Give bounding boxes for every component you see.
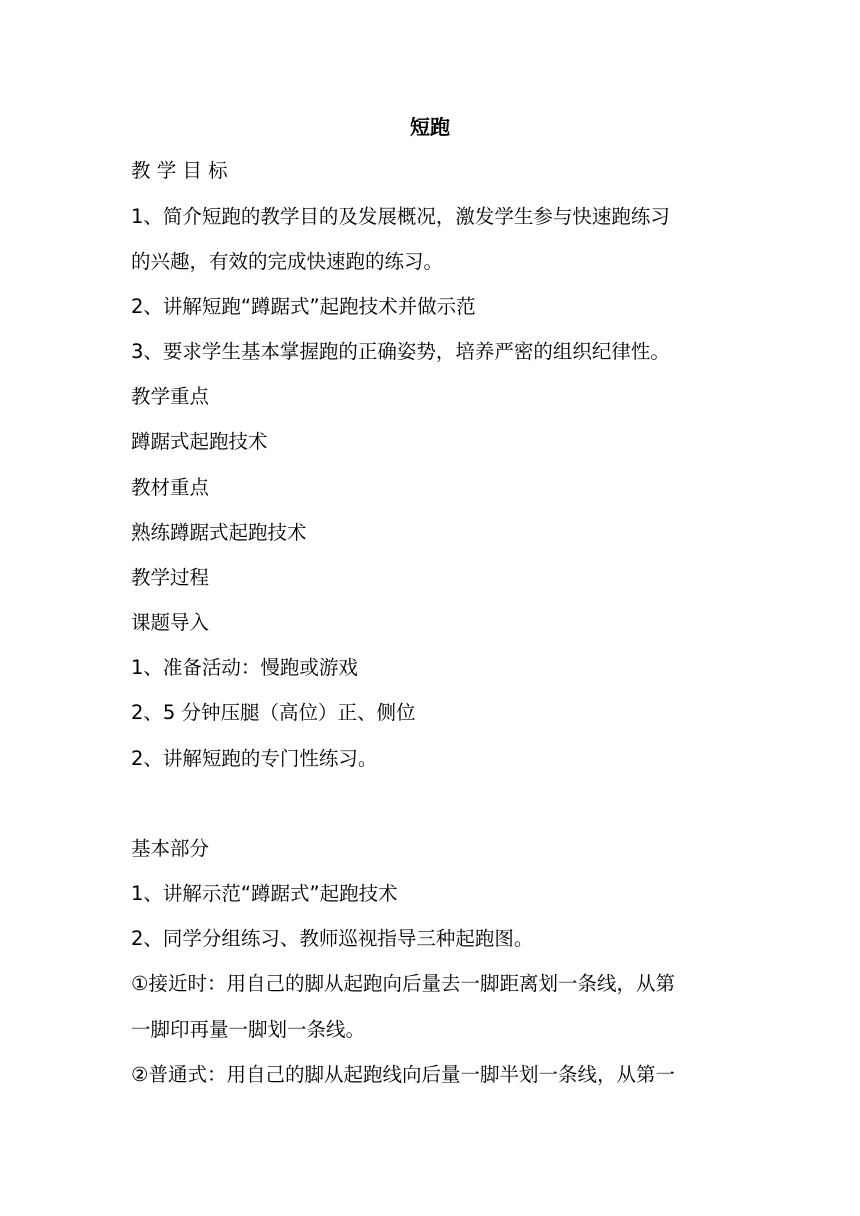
paragraph-line: 3、要求学生基本掌握跑的正确姿势，培养严密的组织纪律性。 (131, 340, 670, 363)
heading-teaching-focus: 教学重点 (131, 385, 210, 408)
paragraph-line: ②普通式：用自己的脚从起跑线向后量一脚半划一条线，从第一 (131, 1063, 675, 1086)
paragraph-line: 蹲踞式起跑技术 (131, 430, 268, 453)
paragraph-line: 2、5 分钟压腿（高位）正、侧位 (131, 701, 416, 724)
paragraph-line: 1、准备活动：慢跑或游戏 (131, 656, 358, 679)
document-title: 短跑 (410, 115, 450, 139)
paragraph-line: 的兴趣，有效的完成快速跑的练习。 (131, 250, 444, 273)
heading-teaching-process: 教学过程 (131, 566, 210, 589)
heading-material-focus: 教材重点 (131, 476, 210, 499)
paragraph-line: 1、简介短跑的教学目的及发展概况，激发学生参与快速跑练习 (131, 205, 670, 228)
heading-teaching-goals: 教 学 目 标 (131, 159, 228, 182)
paragraph-line: 1、讲解示范“蹲踞式”起跑技术 (131, 882, 398, 905)
heading-lesson-intro: 课题导入 (131, 611, 210, 634)
paragraph-line: 一脚印再量一脚划一条线。 (131, 1018, 366, 1041)
paragraph-line: 2、讲解短跑的专门性练习。 (131, 747, 378, 770)
paragraph-line: 熟练蹲踞式起跑技术 (131, 521, 307, 544)
heading-main-part: 基本部分 (131, 837, 210, 860)
paragraph-line: 2、同学分组练习、教师巡视指导三种起跑图。 (131, 927, 534, 950)
paragraph-line: ①接近时：用自己的脚从起跑向后量去一脚距离划一条线，从第 (131, 972, 675, 995)
paragraph-line: 2、讲解短跑“蹲踞式”起跑技术并做示范 (131, 295, 476, 318)
